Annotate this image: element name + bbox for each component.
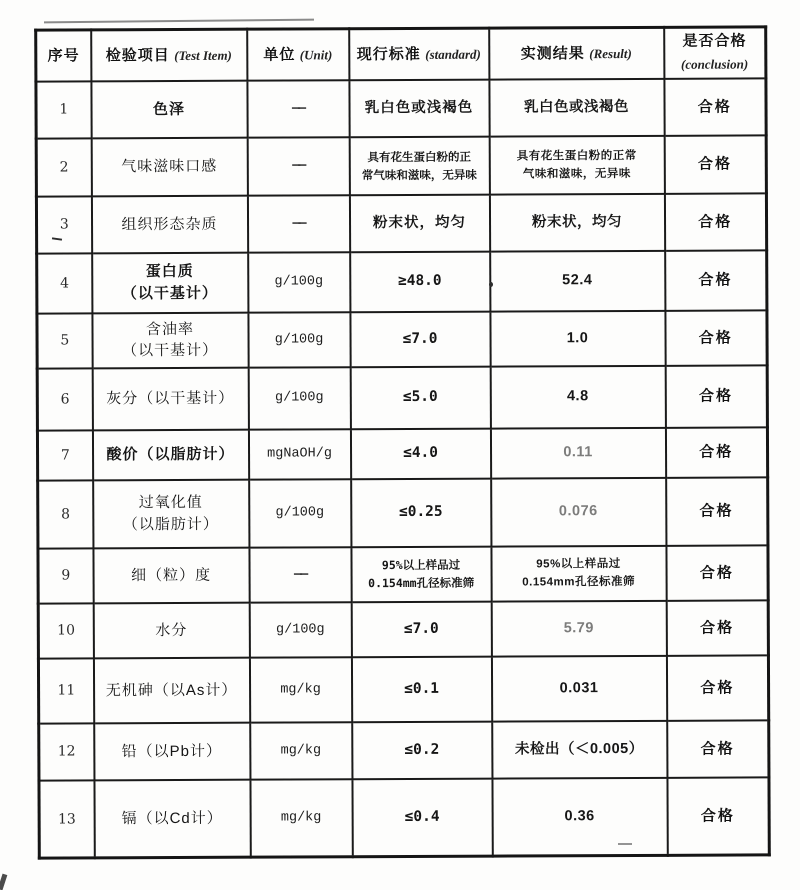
table-row	[37, 427, 767, 480]
cell-test-item: 细（粒）度	[93, 548, 249, 604]
cell-conclusion: 合格	[664, 135, 766, 193]
cell-test-item: 灰分（以干基计）	[92, 368, 248, 431]
cell-standard: 95%以上样品过 0.154mm孔径标准筛	[351, 547, 491, 603]
table-row	[39, 777, 769, 858]
cell-serial: 3	[36, 196, 91, 253]
table-scan-area	[34, 25, 771, 860]
cell-standard: ≤7.0	[351, 602, 491, 658]
cell-conclusion: 合格	[664, 78, 766, 135]
header-conclusion-en: (conclusion)	[680, 56, 749, 72]
cell-result: 0.031	[491, 656, 666, 722]
cell-unit: ——	[247, 137, 349, 195]
cell-serial: 4	[37, 253, 92, 313]
cell-serial: 12	[39, 723, 94, 780]
cell-standard: ≤7.0	[350, 312, 490, 368]
cell-conclusion: 合格	[664, 193, 766, 250]
table-row	[37, 310, 767, 368]
cell-result: 乳白色或浅褐色	[489, 79, 664, 137]
header-test-item-en: (Test Item)	[174, 47, 232, 63]
cell-standard: ≥48.0	[350, 252, 490, 313]
cell-serial: 7	[37, 430, 92, 480]
cell-conclusion: 合格	[666, 655, 768, 720]
cell-test-item: 无机砷（以As计）	[93, 658, 249, 724]
header-serial-label: 序号	[47, 46, 80, 65]
cell-result: 粉末状，均匀	[489, 194, 664, 252]
cell-conclusion: 合格	[666, 545, 768, 600]
scan-speck	[618, 843, 632, 845]
header-row	[36, 27, 766, 82]
table-row	[38, 477, 768, 548]
cell-result: 52.4	[490, 251, 665, 312]
cell-result: 未检出（＜0.005）	[492, 721, 667, 779]
table-row	[37, 365, 767, 430]
table-row	[36, 193, 766, 253]
table-row	[38, 600, 768, 658]
cell-serial: 2	[36, 138, 91, 196]
header-result	[489, 27, 664, 79]
cell-serial: 13	[39, 780, 94, 858]
table-row	[38, 655, 768, 723]
header-standard	[349, 28, 489, 80]
cell-test-item: 含油率 （以干基计）	[92, 313, 248, 369]
header-result-zh: 实测结果	[520, 45, 585, 63]
cell-serial: 9	[38, 548, 93, 603]
cell-test-item: 气味滋味口感	[91, 138, 247, 197]
cell-test-item: 色泽	[91, 81, 247, 139]
header-serial	[36, 30, 91, 82]
cell-test-item: 水分	[93, 603, 249, 659]
cell-conclusion: 合格	[665, 365, 767, 427]
scan-edge-mark	[0, 874, 7, 890]
header-unit-en: (Unit)	[299, 47, 333, 63]
table-row	[38, 545, 768, 603]
cell-standard: ≤0.2	[352, 722, 492, 780]
cell-result: 0.36	[492, 778, 667, 857]
cell-result: 4.8	[490, 366, 665, 429]
header-test-item	[91, 29, 247, 81]
cell-result: 0.11	[490, 428, 665, 479]
scan-line-ghost	[44, 19, 314, 24]
cell-result: 0.076	[491, 478, 666, 547]
cell-test-item: 过氧化值 （以脂肪计）	[93, 480, 249, 549]
cell-test-item: 铅（以Pb计）	[94, 723, 250, 781]
cell-result: 95%以上样品过 0.154mm孔径标准筛	[491, 546, 666, 602]
cell-standard: 乳白色或浅褐色	[349, 80, 489, 138]
cell-serial: 1	[36, 81, 91, 138]
cell-unit: g/100g	[248, 312, 350, 367]
cell-test-item: 蛋白质 （以干基计）	[92, 253, 248, 314]
scan-speck	[489, 282, 493, 287]
header-conclusion-zh: 是否合格	[682, 32, 747, 50]
cell-test-item: 镉（以Cd计）	[94, 780, 250, 859]
header-conclusion	[664, 27, 766, 79]
cell-unit: ——	[249, 547, 351, 602]
cell-standard: 具有花生蛋白粉的正 常气味和滋味，无异味	[349, 137, 489, 196]
cell-standard: ≤5.0	[350, 367, 490, 430]
cell-unit: ——	[247, 80, 349, 137]
cell-conclusion: 合格	[667, 777, 769, 855]
cell-test-item: 组织形态杂质	[91, 196, 247, 254]
cell-standard: 粉末状，均匀	[349, 195, 489, 253]
cell-unit: g/100g	[249, 479, 351, 547]
cell-unit: mg/kg	[250, 779, 352, 857]
cell-standard: ≤0.4	[352, 779, 492, 858]
cell-serial: 8	[38, 480, 93, 548]
cell-conclusion: 合格	[666, 477, 768, 545]
cell-unit: mg/kg	[249, 657, 351, 722]
header-standard-zh: 现行标准	[356, 45, 421, 64]
cell-conclusion: 合格	[665, 310, 767, 365]
cell-unit: mgNaOH/g	[248, 429, 350, 479]
cell-unit: ——	[247, 195, 349, 252]
header-standard-en: (standard)	[425, 46, 481, 62]
cell-conclusion: 合格	[665, 250, 767, 310]
cell-test-item: 酸价（以脂肪计）	[92, 430, 248, 481]
header-test-item-zh: 检验项目	[105, 46, 170, 65]
cell-conclusion: 合格	[665, 427, 767, 477]
cell-result: 具有花生蛋白粉的正常 气味和滋味，无异味	[489, 136, 664, 195]
cell-result: 5.79	[491, 601, 666, 657]
header-unit-zh: 单位	[263, 46, 296, 64]
cell-standard: ≤4.0	[350, 429, 490, 480]
table-row	[36, 135, 766, 196]
cell-serial: 11	[38, 658, 93, 723]
table-row	[39, 720, 769, 780]
header-unit	[247, 29, 349, 81]
cell-standard: ≤0.25	[351, 479, 491, 548]
header-result-en: (Result)	[589, 45, 632, 62]
cell-unit: g/100g	[248, 367, 350, 429]
cell-conclusion: 合格	[667, 720, 769, 777]
cell-serial: 10	[38, 603, 93, 658]
table-row	[36, 78, 766, 138]
cell-serial: 6	[37, 368, 92, 430]
cell-unit: g/100g	[248, 252, 350, 312]
cell-serial: 5	[37, 313, 92, 368]
table-row	[37, 250, 767, 313]
cell-unit: g/100g	[249, 602, 351, 657]
cell-unit: mg/kg	[250, 722, 352, 779]
cell-standard: ≤0.1	[351, 657, 491, 723]
cell-conclusion: 合格	[666, 600, 768, 655]
cell-result: 1.0	[490, 311, 665, 367]
inspection-table	[34, 25, 771, 860]
